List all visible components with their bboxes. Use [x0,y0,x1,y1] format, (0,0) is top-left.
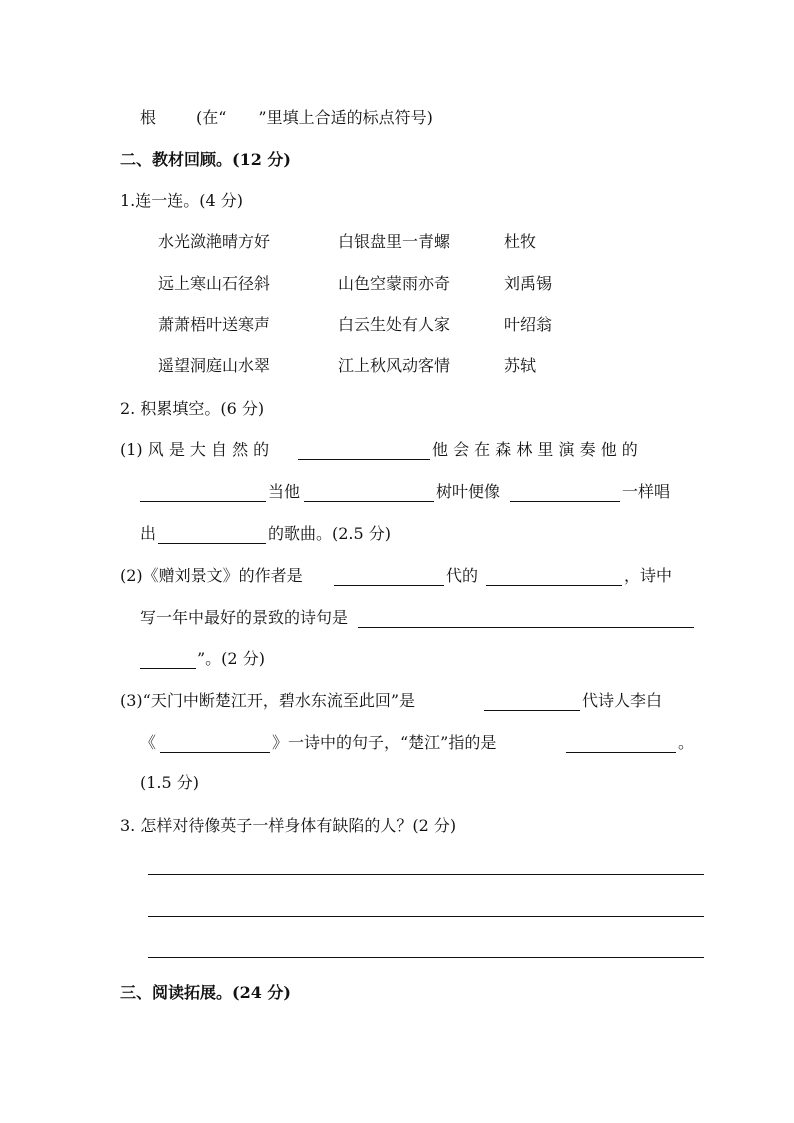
answer-blank[interactable] [358,627,694,628]
answer-blank[interactable] [484,710,580,711]
answer-blank[interactable] [298,459,430,460]
q2-2-text-d: 写一年中最好的景致的诗句是 [140,608,349,627]
poem-line-mid: 白云生处有人家 [338,315,451,334]
poem-line-left: 萧萧梧叶送寒声 [158,315,271,334]
q1-title: 1.连一连。(4 分) [120,191,244,210]
q2-2-text-b: 代的 [446,566,479,585]
poem-line-mid: 白银盘里一青螺 [338,232,451,251]
answer-blank[interactable] [140,668,196,669]
q2-3-text-d: 》一诗中的句子，“楚江”指的是 [272,733,497,752]
q2-title: 2. 积累填空。(6 分) [120,399,265,418]
poet-name: 叶绍翁 [504,315,553,334]
answer-blank[interactable] [160,752,270,753]
section2-heading: 二、教材回顾。(12 分) [120,150,291,169]
poet-name: 苏轼 [504,356,537,375]
poem-line-left: 远上寒山石径斜 [158,274,271,293]
q2-3-text-e: 。 [678,733,695,752]
section3-heading: 三、阅读拓展。(24 分) [120,983,291,1002]
top-char: 根 [140,108,157,127]
answer-blank[interactable] [566,752,676,753]
q2-1-text-f: 出 [140,524,157,543]
q2-2-text-a: (2)《赠刘景文》的作者是 [120,566,303,585]
poem-line-mid: 山色空蒙雨亦奇 [338,274,451,293]
q2-3-text-b: 代诗人李白 [582,691,663,710]
poet-name: 刘禹锡 [504,274,553,293]
top-note: (在“ ”里填上合适的标点符号) [196,108,433,127]
q2-3-text-f: (1.5 分) [140,773,200,792]
q2-1-text-d: 树叶便像 [436,482,501,501]
answer-blank[interactable] [334,585,444,586]
answer-blank[interactable] [140,501,266,502]
q2-3-text-c: 《 [140,733,157,752]
q2-1-text-a: (1) 风 是 大 自 然 的 [120,440,270,459]
poem-line-mid: 江上秋风动客情 [338,356,451,375]
poem-line-left: 水光潋滟晴方好 [158,232,271,251]
answer-blank[interactable] [158,543,266,544]
answer-line[interactable] [148,916,704,917]
answer-line[interactable] [148,874,704,875]
q2-1-text-c: 当他 [268,482,301,501]
q2-1-text-e: 一样唱 [622,482,671,501]
q2-2-text-c: ，诗中 [624,566,673,585]
poem-line-left: 遥望洞庭山水翠 [158,356,271,375]
poet-name: 杜牧 [504,232,537,251]
answer-line[interactable] [148,957,704,958]
answer-blank[interactable] [304,501,434,502]
q2-1-text-b: 他 会 在 森 林 里 演 奏 他 的 [432,440,638,459]
q3-title: 3. 怎样对待像英子一样身体有缺陷的人？(2 分) [120,816,457,835]
q2-2-text-e: ”。(2 分) [197,649,265,668]
answer-blank[interactable] [486,585,622,586]
answer-blank[interactable] [510,501,620,502]
q2-3-text-a: (3)“天门中断楚江开，碧水东流至此回”是 [120,691,416,710]
q2-1-text-g: 的歌曲。(2.5 分) [268,524,392,543]
